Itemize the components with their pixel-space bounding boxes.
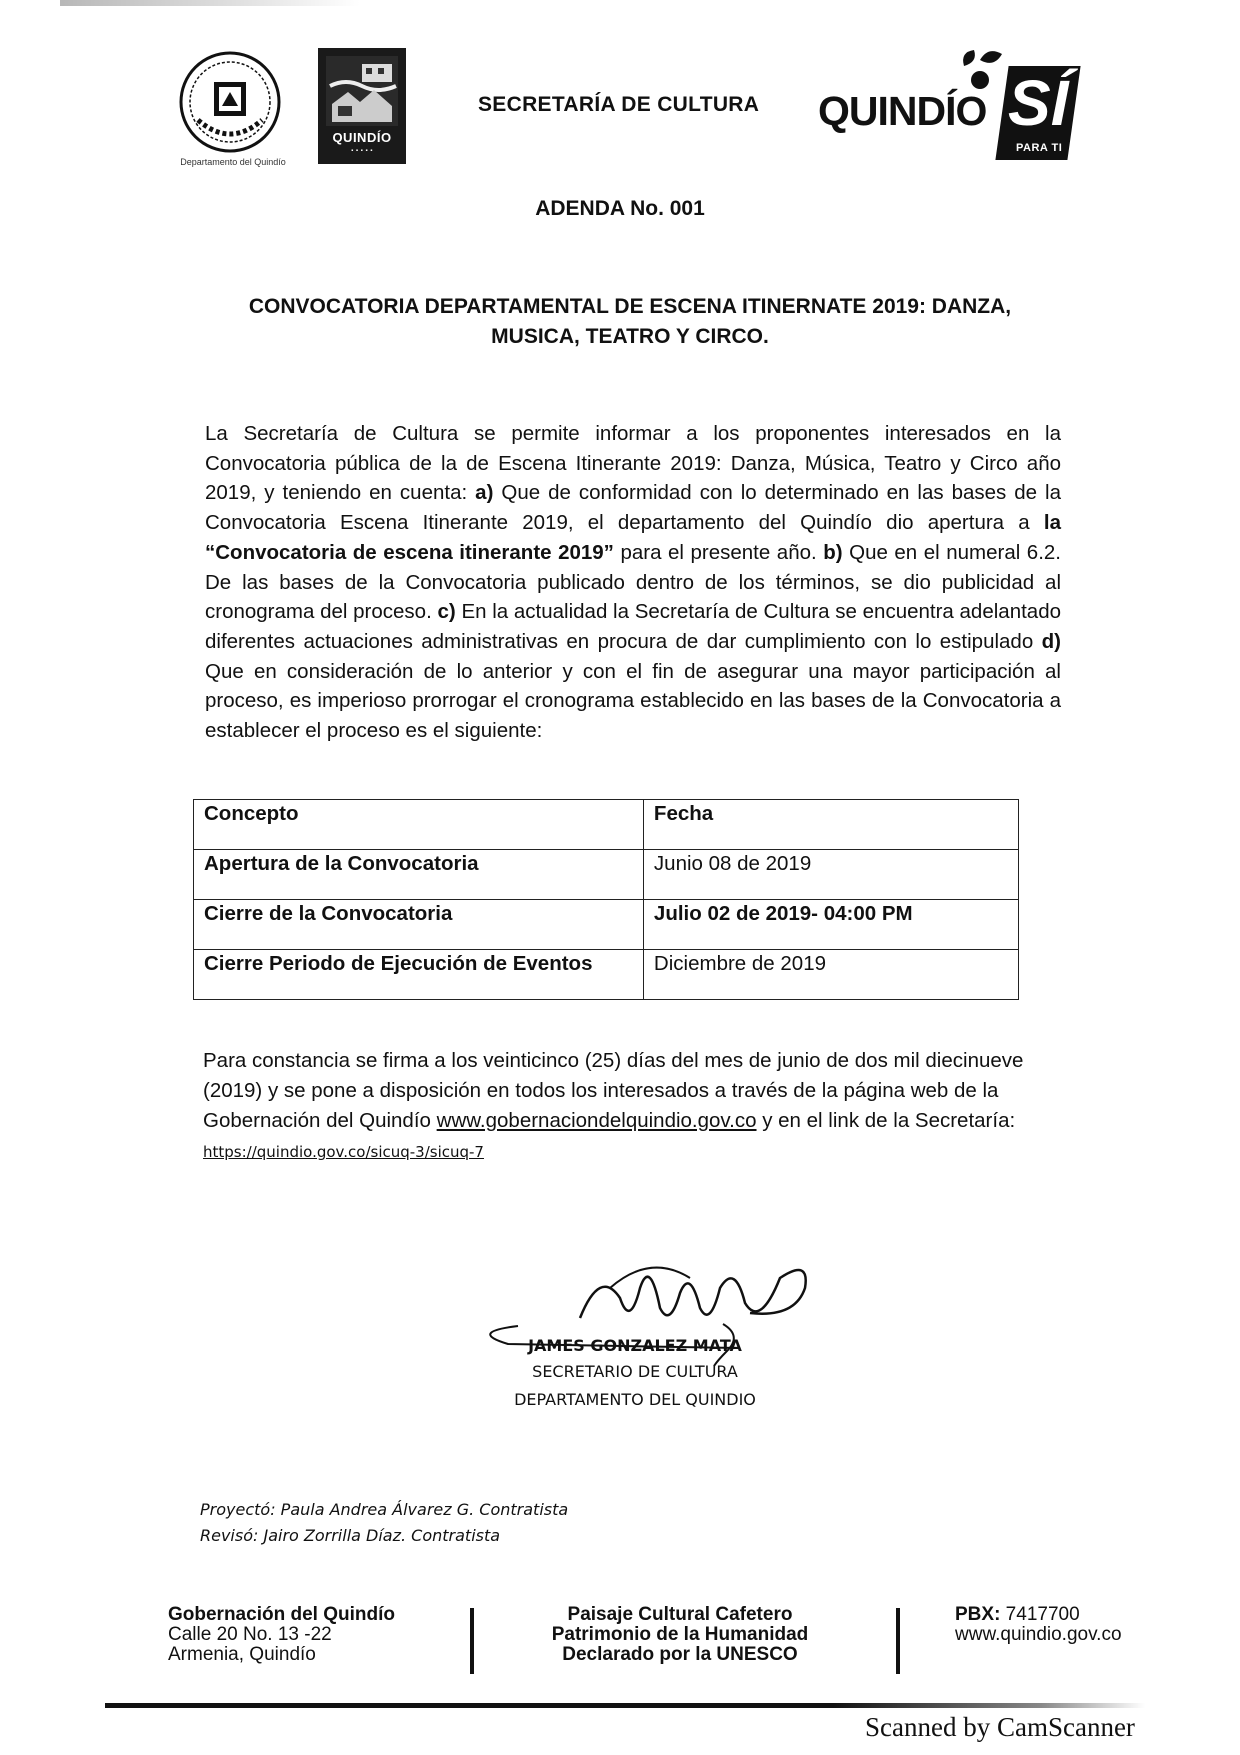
credit-proyecto: Proyectó: Paula Andrea Álvarez G. Contratista — [200, 1500, 569, 1519]
scan-edge-mark — [60, 0, 360, 6]
footer-unesco — [520, 1605, 840, 1665]
footer-org: Gobernación del Quindío — [168, 1604, 395, 1625]
footer-patrimonio: Patrimonio de la Humanidad — [551, 1624, 809, 1645]
footer-address — [168, 1605, 395, 1665]
closing-text-1: Para constancia se firma a los veinticinco (25) días del mes de junio de dos mil diecinueve (2019) y se pone a disposición en todos los interesados a través de la página web de la Gobernación del Quindío — [203, 1049, 1024, 1132]
pbx-label: PBX: — [955, 1604, 1001, 1625]
body-text-2: Que de conformidad con lo determinado en las bases de la Convocatoria Escena Itinerante 2019, el departamento del Quindío dio apertura a — [205, 481, 1062, 535]
table-header-cell: Concepto — [194, 800, 644, 850]
table-cell: Cierre de la Convocatoria — [194, 900, 644, 950]
table-cell: Apertura de la Convocatoria — [194, 850, 644, 900]
title-line-1: CONVOCATORIA DEPARTAMENTAL DE ESCENA ITINERNATE 2019: DANZA, — [248, 295, 1012, 318]
department-seal-icon — [178, 50, 282, 154]
schedule-table — [193, 799, 1019, 1000]
credit-reviso: Revisó: Jairo Zorrilla Díaz. Contratista — [200, 1526, 501, 1545]
brand-tag: PARA TI — [1016, 142, 1063, 154]
signer-name: JAMES GONZALEZ MATA — [528, 1336, 742, 1355]
body-text-4: Que en el numeral 6.2. De las bases de la Convocatoria publicado dentro de los términos, se dio publicidad al cronograma del proceso. — [205, 540, 1062, 624]
body-paragraph — [205, 419, 1061, 746]
item-d: d) — [1041, 629, 1061, 653]
convocatoria-title — [200, 292, 1060, 352]
item-b: b) — [823, 540, 843, 564]
item-a: a) — [475, 481, 494, 505]
table-row — [194, 950, 1019, 1000]
table-header-cell: Fecha — [643, 800, 1018, 850]
signer-role: SECRETARIO DE CULTURA — [532, 1362, 738, 1381]
leaf-icon — [958, 46, 1006, 90]
seal-caption: Departamento del Quindío — [180, 157, 286, 167]
pbx-number: 7417700 — [1000, 1604, 1080, 1625]
footer-paisaje: Paisaje Cultural Cafetero — [567, 1604, 793, 1625]
body-text-3: para el presente año. — [613, 540, 824, 564]
scanner-watermark: Scanned by CamScanner — [865, 1712, 1135, 1742]
footer-city: Armenia, Quindío — [168, 1644, 316, 1665]
footer-contact — [955, 1605, 1122, 1645]
table-cell: Cierre Periodo de Ejecución de Eventos — [194, 950, 644, 1000]
footer-divider — [470, 1608, 474, 1674]
body-text-1: La Secretaría de Cultura se permite informar a los proponentes interesados en la Convocatoria pública de la de Escena Itinerante 2019: Danza, Música, Teatro y Circo año 2019, y teniendo en cuenta: — [205, 422, 1061, 505]
closing-text-2: y en el link de la Secretaría: — [756, 1109, 1016, 1132]
quindio-si-brand — [818, 42, 1088, 162]
footer-street: Calle 20 No. 13 -22 — [168, 1624, 332, 1645]
closing-paragraph — [203, 1046, 1063, 1167]
quindio-logo — [318, 48, 406, 164]
table-row — [194, 850, 1019, 900]
landscape-icon — [326, 56, 398, 126]
credits — [200, 1497, 568, 1549]
body-text-5: En la actualidad la Secretaría de Cultura se encuentra adelantado diferentes actuaciones administrativas en procura de dar cumplimiento con lo estipulado — [205, 600, 1061, 653]
table-header-row — [194, 800, 1019, 850]
secretaria-link[interactable]: https://quindio.gov.co/sicuq-3/sicuq-7 — [203, 1143, 484, 1161]
adenda-number: ADENDA No. 001 — [535, 197, 705, 220]
logo-tagline: ▪ ▪ ▪ ▪ ▪ — [351, 148, 373, 154]
footer-web[interactable]: www.quindio.gov.co — [955, 1624, 1122, 1645]
logo-word: QUINDÍO — [332, 130, 392, 145]
convocatoria-name: la “Convocatoria de escena itinerante 2019” — [205, 511, 1061, 564]
signer-department: DEPARTAMENTO DEL QUINDIO — [514, 1390, 756, 1409]
title-line-2: MUSICA, TEATRO Y CIRCO. — [491, 325, 769, 348]
footer-rule — [105, 1703, 1145, 1708]
table-cell: Julio 02 de 2019- 04:00 PM — [643, 900, 1018, 950]
table-cell: Diciembre de 2019 — [643, 950, 1018, 1000]
item-c: c) — [437, 600, 456, 624]
footer-divider — [896, 1608, 900, 1674]
table-cell: Junio 08 de 2019 — [643, 850, 1018, 900]
gobernacion-link[interactable]: www.gobernaciondelquindio.gov.co — [436, 1109, 757, 1132]
brand-word: QUINDÍO — [818, 88, 987, 134]
footer-declarado: Declarado por la UNESCO — [562, 1644, 798, 1665]
secretaria-title: SECRETARÍA DE CULTURA — [478, 93, 760, 116]
table-row — [194, 900, 1019, 950]
body-text-6: Que en consideración de lo anterior y con el fin de asegurar una mayor participación al proceso, es imperioso prorrogar el cronograma establecido en las bases de la Convocatoria a establecer el proceso es el siguiente: — [205, 659, 1061, 743]
brand-si: SÍ — [1008, 67, 1069, 139]
